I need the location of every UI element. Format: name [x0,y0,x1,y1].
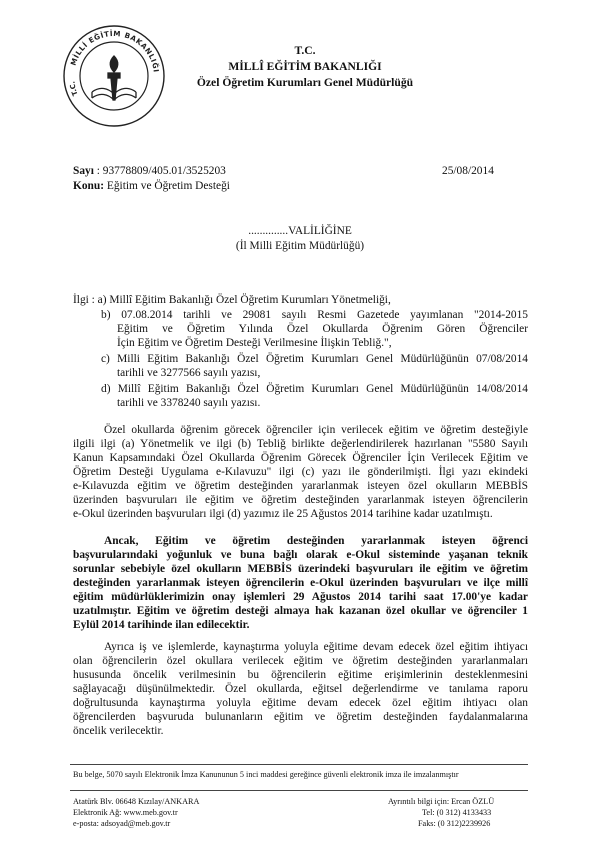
footer-tel: Tel: (0 312) 4133433 [422,808,492,817]
paragraph-2-line: sorunlar sebebiyle özel okulların MEBBİS üzerindeki başvuruları ile eğitim ve öğretim [73,563,528,575]
paragraph-2-line: Eylül 2014 tarihinde ilan edilecektir. [73,619,250,631]
sayi-label: Sayı [73,165,94,177]
reference-b-line2: Eğitim ve Öğretim Yılında Özel Okullarda Öğrenim Gören Öğrenciler [117,323,528,335]
paragraph-3-line: doğrultusunda kaynaştırma yoluyla eğitime devam edecek özel eğitim ihtiyacı olan [73,697,528,709]
konu-value: Eğitim ve Öğretim Desteği [106,180,230,192]
reference-b-line3: İçin Eğitim ve Öğretim Desteği Verilmesine İlişkin Tebliğ.", [117,337,392,349]
ministry-seal [58,20,170,132]
document-date: 25/08/2014 [442,165,494,177]
footer-divider-top [70,764,528,765]
reference-b-line1: b) 07.08.2014 tarihli ve 29081 sayılı Resmi Gazetede yayımlanan "2014-2015 [101,309,528,321]
ministry-seal-graphic [58,20,170,132]
paragraph-2-line: başvurularındaki yoğunluk ve buna bağlı olarak e-Okul sisteminde yaşanan teknik [73,549,528,561]
svg-text:MİLLİ EĞİTİM BAKANLIĞI: MİLLİ EĞİTİM BAKANLIĞI [68,28,161,74]
paragraph-2-line: Ancak, Eğitim ve öğretim desteğinden yararlanmak isteyen öğrenci [104,535,528,547]
konu-row [73,179,230,194]
paragraph-1-line: e-Kılavuzda eğitim ve öğretim desteğinden yararlanmak isteyen özel okulların MEBBİS [73,480,528,492]
footer-email: e-posta: adsoyad@meb.gov.tr [73,819,171,828]
paragraph-1-line: Kanun Kapsamındaki Özel Okullarda Öğrenim Görecek Öğrenciler İçin Verilecek Eğitim ve [73,452,528,464]
esign-notice: Bu belge, 5070 sayılı Elektronik İmza Kanununun 5 inci maddesi gereğince güvenli elektronik imza ile imzalanmıştır [73,770,459,779]
paragraph-3-line: sağlayacağı düşünülmektedir. Özel okullarda, eğitsel değerlendirme ve tanılama raporu [73,683,528,695]
paragraph-3-line: öncelik verilecektir. [73,725,164,737]
footer-web: Elektronik Ağ: www.meb.gov.tr [73,808,178,817]
paragraph-1-line: e-Okul üzerinden başvuruları ilgi (d) yazımız ile 25 Ağustos 2014 tarihine kadar uzatılmıştı. [73,508,493,520]
reference-c-line2: tarihli ve 3277566 sayılı yazısı, [117,367,261,379]
paragraph-2-line: desteğinden yararlanmak isteyen öğrencilerin e-Okul üzerinden başvuruları ve ilçe millî [73,577,528,589]
konu-label: Konu: [73,180,105,192]
reference-c-line1: c) Milli Eğitim Bakanlığı Özel Öğretim Kurumları Genel Müdürlüğünün 07/08/2014 [101,353,528,365]
header-country: T.C. [294,44,316,57]
footer-fax: Faks: (0 312)2239926 [418,819,491,828]
paragraph-3-line: olan öğrencilerin özel okullara verilecek eğitim ve öğretim desteğinden yararlanmaları [73,655,528,667]
paragraph-1-line: Özel okullarda öğrenim görecek öğrenciler için verilecek eğitim ve öğretim desteğiyle [104,424,528,436]
footer-contact: Ayrıntılı bilgi için: Ercan ÖZLÜ [388,797,495,806]
paragraph-3-line: hususunda öncelik verilmesinin bu öğrencilerin eğitime erişimlerinin desteklenmesini [73,669,528,681]
addressee-line2: (İl Milli Eğitim Müdürlüğü) [235,240,365,252]
header-directorate: Özel Öğretim Kurumları Genel Müdürlüğü [196,76,414,89]
reference-d-line2: tarihli ve 3378240 sayılı yazısı. [117,397,261,409]
paragraph-1-line: Öğretim Desteği Uygulama e-Kılavuzu" ilgi (c) yazı ile gönderilmişti. İlgi yazı ekindeki [73,466,528,478]
svg-text:T.C.: T.C. [68,80,80,97]
paragraph-3-line: öğrencilerden başvuruda bulunanların eğitim ve öğretim desteğinden faydalanmalarına [73,711,528,723]
sayi-row [73,164,226,179]
footer-divider-bottom [70,790,528,791]
paragraph-1-line: üzerinden başvuruları ile eğitim ve öğretim desteğinden yararlanmak isteyen öğrencilerin [73,494,528,506]
addressee-line1: ..............VALİLİĞİNE [248,225,352,237]
paragraph-2-line: eğitim müdürlüklerimizin onay işlemleri 29 Ağustos 2014 tarihi saat 17.00'ye kadar [73,591,528,603]
reference-a: İlgi : a) Millî Eğitim Bakanlığı Özel Öğretim Kurumları Yönetmeliği, [73,294,391,306]
paragraph-3-line: Ayrıca iş ve işlemlerde, kaynaştırma yoluyla eğitime devam edecek özel eğitim ihtiyacı [104,641,528,653]
sayi-value: : 93778809/405.01/3525203 [96,165,226,177]
paragraph-2-line: uzatılmıştır. Eğitim ve öğretim desteği almaya hak kazanan özel okullar ve öğrenciler 1 [73,605,528,617]
header-ministry: MİLLÎ EĞİTİM BAKANLIĞI [228,60,382,73]
paragraph-1-line: ilgili ilgi (a) Yönetmelik ve ilgi (b) Tebliğ birlikte değerlendirilerek hazırlanan "5580 Sayılı [73,438,528,450]
reference-d-line1: d) Millî Eğitim Bakanlığı Özel Öğretim Kurumları Genel Müdürlüğünün 14/08/2014 [101,383,528,395]
footer-address: Atatürk Blv. 06648 Kızılay/ANKARA [73,797,200,806]
